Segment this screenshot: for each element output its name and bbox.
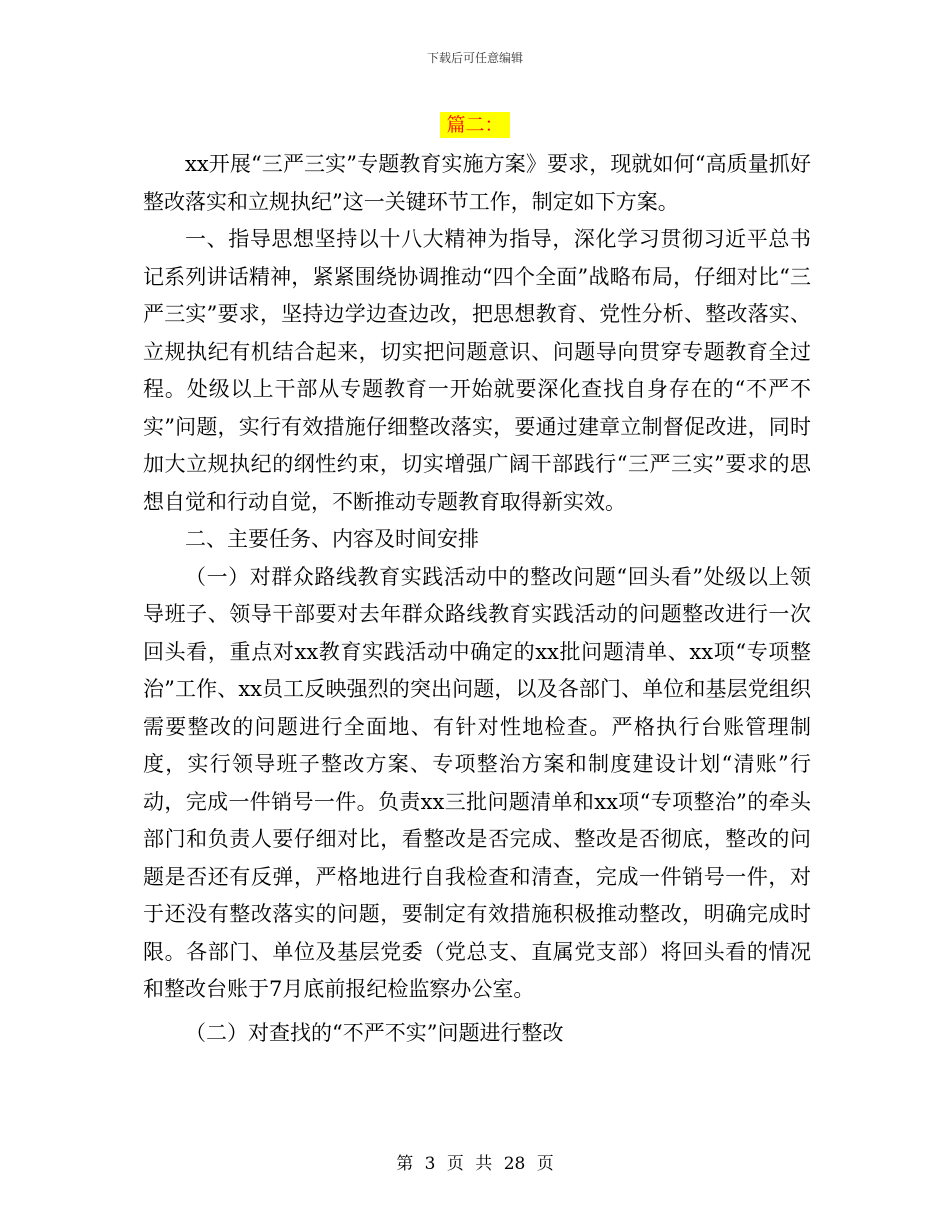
section-title-wrap [0, 112, 950, 139]
section-title: 篇二： [440, 112, 509, 138]
header-text: 下载后可任意编辑 [426, 51, 523, 65]
paragraph-rectification-heading: （二）对查找的“不严不实”问题进行整改 [185, 1020, 564, 1045]
paragraph-intro: xx开展“三严三实”专题教育实施方案》要求，现就如何“高质量抓好整改落实和立规执纪”这一关键环节工作，制定如下方案。 [143, 152, 811, 214]
page-header [0, 50, 950, 66]
paragraph-review-section: （一）对群众路线教育实践活动中的整改问题“回头看”处级以上领导班子、领导干部要对去年群众路线教育实践活动的问题整改进行一次回头看，重点对xx教育实践活动中确定的xx批问题清单、xx项“专项整治”工作、xx员工反映强烈的突出问题，以及各部门、单位和基层党组织需要整改的问题进行全面地、有针对性地检查。严格执行台账管理制度，实行领导班子整改方案、专项整治方案和制度建设计划“清账”行动，完成一件销号一件。负责xx三批问题清单和xx项“专项整治”的牵头部门和负责人要仔细对比，看整改是否完成、整改是否彻底，整改的问题是否还有反弹，严格地进行自我检查和清查，完成一件销号一件，对于还没有整改落实的问题，要制定有效措施积极推动整改，明确完成时限。各部门、单位及基层党委（党总支、直属党支部）将回头看的情况和整改台账于7月底前报纪检监察办公室。 [143, 564, 811, 1001]
page-footer [0, 1153, 950, 1175]
document-body [143, 146, 811, 1052]
paragraph-guiding-thought: 一、指导思想坚持以十八大精神为指导，深化学习贯彻习近平总书记系列讲话精神，紧紧围绕协调推动“四个全面”战略布局，仔细对比“三严三实”要求，坚持边学边查边改，把思想教育、党性分析、整改落实、立规执纪有机结合起来，切实把问题意识、问题导向贯穿专题教育全过程。处级以上干部从专题教育一开始就要深化查找自身存在的“不严不实”问题，实行有效措施仔细整改落实，要通过建章立制督促改进，同时加大立规执纪的纲性约束，切实增强广阔干部践行“三严三实”要求的思想自觉和行动自觉，不断推动专题教育取得新实效。 [143, 227, 811, 514]
page-number: 第 3 页 共 28 页 [396, 1154, 554, 1174]
paragraph-main-tasks-heading: 二、主要任务、内容及时间安排 [185, 527, 479, 551]
